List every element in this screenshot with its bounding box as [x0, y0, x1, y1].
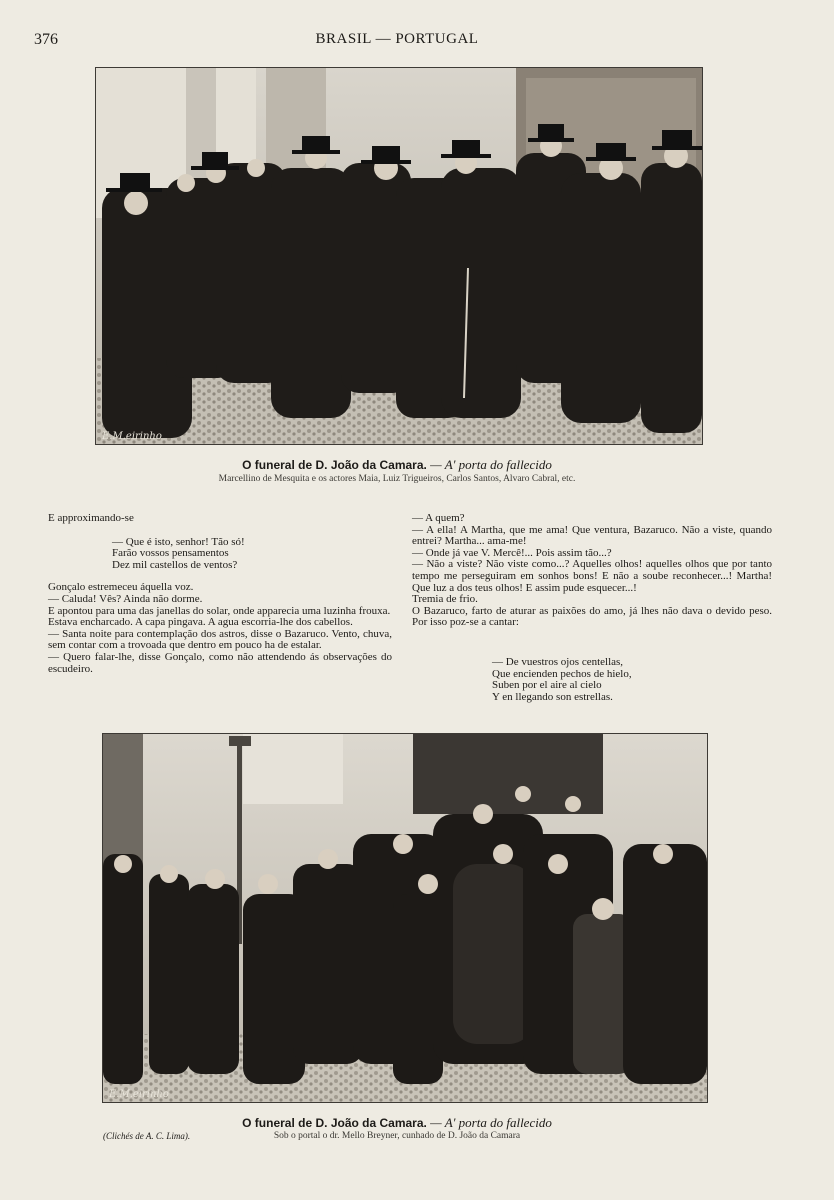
paragraph: — Onde já vae V. Mercê!... Pois assim tão...?: [412, 546, 612, 559]
verse-line: Suben por el aire al cielo: [492, 679, 602, 692]
paragraph: Gonçalo estremeceu áquella voz.: [48, 581, 194, 594]
verse-line: Y en llegando son estrellas.: [492, 690, 613, 703]
verse-block: [48, 537, 392, 572]
figure-caption-bottom: [0, 1115, 794, 1131]
verse-block: [412, 657, 772, 703]
funeral-photo-bottom: [102, 733, 708, 1103]
paragraph: Tremia de frio.: [412, 593, 478, 606]
photo-credit: (Clichés de A. C. Lima).: [103, 1131, 191, 1141]
verse-line: Dez mil castellos de ventos?: [112, 558, 238, 571]
paragraph: E approximando-se: [48, 512, 134, 524]
photo-top-image: [96, 68, 702, 444]
figure-caption-top: [0, 457, 794, 473]
text-column-right: [412, 513, 772, 703]
text-column-left: [48, 513, 392, 675]
caption-italic: — A' porta do fallecido: [430, 457, 552, 472]
caption-title: O funeral de D. João da Camara.: [242, 458, 427, 472]
caption-italic: — A' porta do fallecido: [430, 1115, 552, 1130]
paragraph: — Santa noite para contemplação dos astros, disse o Bazaruco. Vento, chuva, sem contar com a trovoada que dentro em pouco ha de estalar.: [48, 627, 392, 652]
photo-bottom-image: [103, 734, 707, 1102]
verse-line: Farão vossos pensamentos: [112, 547, 229, 560]
paragraph: E apontou para uma das janellas do solar, onde apparecia uma luzinha frouxa.: [48, 604, 391, 617]
paragraph: — Caluda! Vês? Ainda não dorme.: [48, 592, 203, 605]
verse-line: Que encienden pechos de hielo,: [492, 667, 632, 680]
verse-line: — De vuestros ojos centellas,: [492, 655, 624, 668]
paragraph: O Bazaruco, farto de aturar as paixões do amo, já lhes não dava o devido peso. Por isso poz-se a cantar:: [412, 604, 772, 629]
caption-title: O funeral de D. João da Camara.: [242, 1116, 427, 1130]
running-title: BRASIL — PORTUGAL: [315, 31, 479, 47]
figure-subcaption-top: Marcellino de Mesquita e os actores Maia, Luiz Trigueiros, Carlos Santos, Alvaro Cabral, etc.: [218, 474, 576, 484]
paragraph: — Quero falar-lhe, disse Gonçalo, como não attendendo ás observações do escudeiro.: [48, 650, 392, 675]
paragraph: — A quem?: [412, 512, 465, 524]
funeral-photo-top: [95, 67, 703, 445]
photographer-signature: E.M.eirinho: [109, 1089, 169, 1100]
paragraph: — A ella! A Martha, que me ama! Que ventura, Bazaruco. Não a viste, quando entrei? Martha... ama-me!: [412, 523, 772, 548]
paragraph: Estava encharcado. A capa pingava. A agua escorria-lhe dos cabellos.: [48, 616, 353, 629]
figure-subcaption-bottom: Sob o portal o dr. Mello Breyner, cunhado de D. João da Camara: [273, 1131, 521, 1141]
paragraph: — Não a viste? Não viste como...? Aquelles olhos! aquelles olhos que por tanto tempo me perseguiram em sonhos bons! E não a soube reconhecer...! Martha! Que luz a dos teus olhos! E assim pude esquecer...!: [412, 558, 772, 594]
verse-line: — Que é isto, senhor! Tão só!: [112, 535, 245, 548]
page-number: 376: [34, 31, 58, 48]
photographer-signature: E.M.eirinho: [102, 431, 162, 442]
